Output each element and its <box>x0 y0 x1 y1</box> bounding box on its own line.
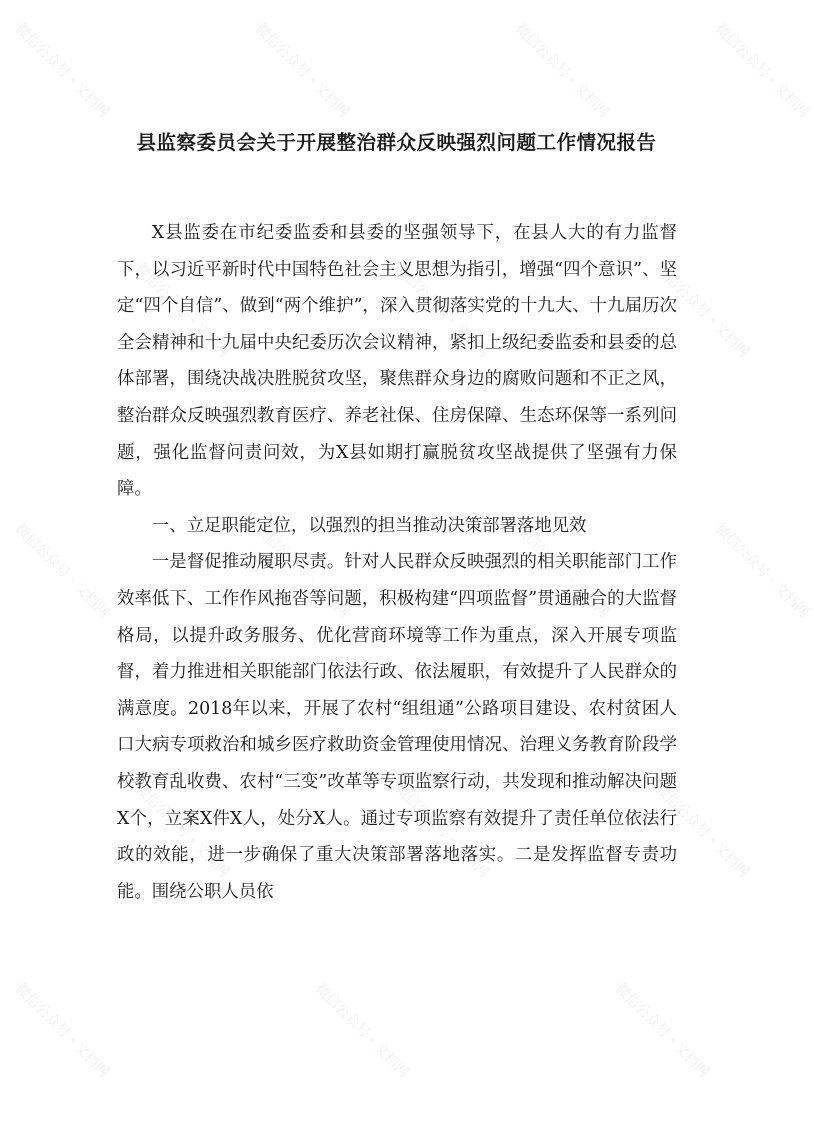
watermark-text: 微信公众号 · 文档网 <box>651 780 752 881</box>
section-heading-1: 一、立足职能定位，以强烈的担当推动决策部署落地见效 <box>151 515 587 536</box>
watermark-text: 微信公众号 · 文档网 <box>511 520 612 621</box>
watermark-text: 微信公众号 · 文档网 <box>131 260 232 361</box>
watermark-text: 微信公众号 · 文档网 <box>711 20 812 121</box>
watermark-text: 微信公众号 · 文档网 <box>11 980 112 1081</box>
watermark-text: 微信公众号 · 文档网 <box>131 780 232 881</box>
watermark-text: 微信公众号 · 文档网 <box>11 20 112 121</box>
watermark-text: 微信公众号 · 文档网 <box>391 780 492 881</box>
paragraph-section-1: 一是督促推动履职尽责。针对人民群众反映强烈的相关职能部门工作效率低下、工作作风拖沓等问题，积极构建“四项监督”贯通融合的大监督格局，以提升政务服务、优化营商环境等工作为重点，深入开展专项监督，着力推进相关职能部门依法行政、依法履职，有效提升了人民群众的满意度。2018年以来，开展了农村“组组通”公路项目建设、农村贫困人口大病专项救治和城乡医疗救助资金管理使用情况、治理义务教育阶段学校教育乱收费、农村“三变”改革等专项监察行动，共发现和推动解决问题X个，立案X件X人，处分X人。通过专项监察有效提升了责任单位依法行政的效能，进一步确保了重大决策部署落地落实。二是发挥监督专责功能。围绕公职人员依 <box>117 552 677 902</box>
watermark-text: 微信公众号 · 文档网 <box>651 260 752 361</box>
document-title: 县监察委员会关于开展整治群众反映强烈问题工作情况报告 <box>136 131 657 154</box>
watermark-text: 微信公众号 · 文档网 <box>711 520 812 621</box>
watermark-text: 微信公众号 · 文档网 <box>251 520 352 621</box>
watermark-text: 微信公众号 · 文档网 <box>391 260 492 361</box>
watermark-text: 微信公众号 · 文档网 <box>311 980 412 1081</box>
watermark-text: 微信公众号 · 文档网 <box>251 20 352 121</box>
watermark-text: 微信公众号 · 文档网 <box>511 20 612 121</box>
paragraph-intro: X县监委在市纪委监委和县委的坚强领导下，在县人大的有力监督下，以习近平新时代中国特色社会主义思想为指引，增强“四个意识”、坚定“四个自信”、做到“两个维护”，深入贯彻落实党的十九大、十九届历次全会精神和十九届中央纪委历次会议精神，紧扣上级纪委监委和县委的总体部署，围绕决战决胜脱贫攻坚，聚焦群众身边的腐败问题和不正之风，整治群众反映强烈教育医疗、养老社保、住房保障、生态环保等一系列问题，强化监督问责问效，为X县如期打赢脱贫攻坚战提供了坚强有力保障。 <box>117 223 677 500</box>
watermark-text: 微信公众号 · 文档网 <box>611 980 712 1081</box>
watermark-text: 微信公众号 · 文档网 <box>11 520 112 621</box>
document-body <box>117 215 677 910</box>
